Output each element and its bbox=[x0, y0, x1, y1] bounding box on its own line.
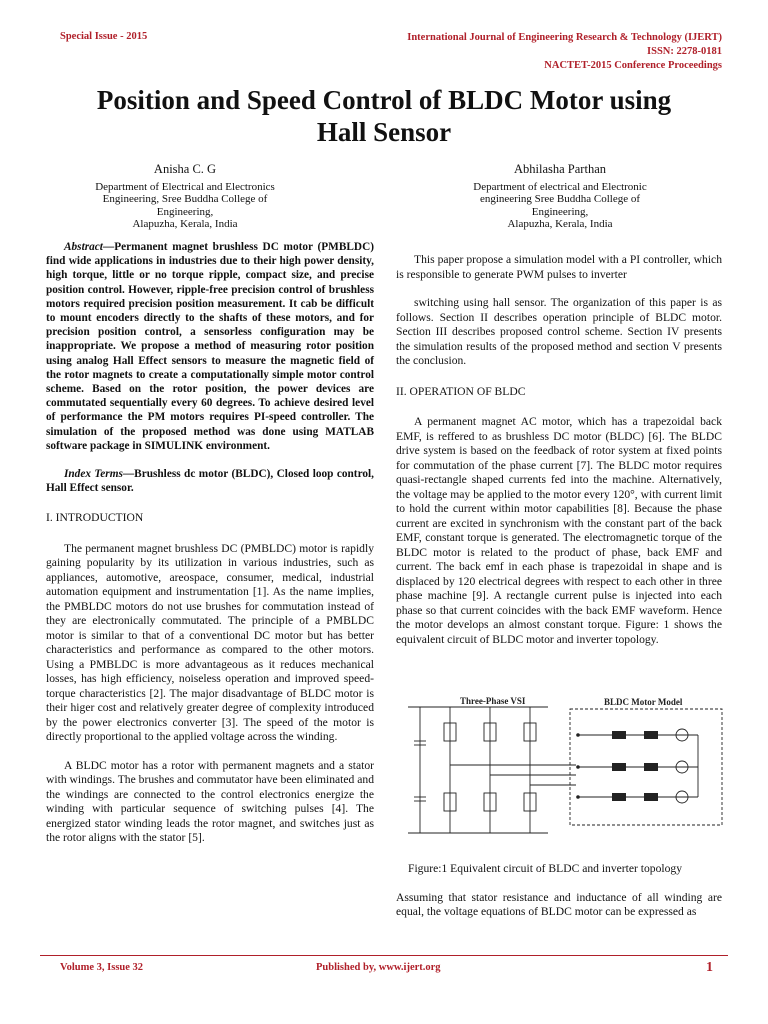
circuit-figure bbox=[398, 693, 728, 845]
author-affiliation: Engineering, Sree Buddha College of bbox=[102, 193, 268, 205]
author-affiliation: Engineering, bbox=[531, 205, 589, 218]
intro-paragraph-2: A BLDC motor has a rotor with permanent magnets and a stator with windings. The brushes and commutator have been eliminated and the windings are connected to the control electronics energize the winding with particular sequence of switching pulses [4]. The energized stator winding leads the rotor magnet, and switches just as the rotor aligns with the stator [5]. bbox=[46, 758, 374, 845]
author-location: Alapuzha, Kerala, India bbox=[507, 218, 613, 230]
body-paragraph: switching using hall sensor. The organization of this paper is as follows. Section II describes operation principle of BLDC motor. Section III describes proposed control scheme. Section IV presents the simulation results of the proposed method and section V presents the conclusion. bbox=[396, 296, 722, 367]
section-heading-operation: II. OPERATION OF BLDC bbox=[396, 384, 526, 398]
author-location: Alapuzha, Kerala, India bbox=[132, 218, 238, 230]
title-line-1: Position and Speed Control of BLDC Motor using bbox=[96, 85, 672, 115]
footer-rule bbox=[40, 955, 728, 956]
author-affiliation: Department of electrical and Electronic bbox=[473, 180, 647, 193]
author-block-1 bbox=[60, 163, 310, 231]
header-proceedings: NACTET-2015 Conference Proceedings bbox=[544, 60, 722, 71]
author-name: Abhilasha Parthan bbox=[514, 162, 606, 176]
author-name: Anisha C. G bbox=[153, 162, 217, 176]
body-paragraph: This paper propose a simulation model with a PI controller, which is responsible to generate PWM pulses to inverter bbox=[396, 253, 722, 281]
footer-volume: Volume 3, Issue 32 bbox=[60, 962, 144, 973]
header-journal-name: International Journal of Engineering Research & Technology (IJERT) bbox=[407, 32, 722, 43]
abstract bbox=[46, 240, 374, 453]
left-column bbox=[46, 240, 374, 846]
index-terms-text: —Brushless dc motor (BLDC), Closed loop control, Hall Effect sensor. bbox=[46, 468, 374, 495]
author-affiliation: Engineering, bbox=[156, 205, 214, 218]
figure-caption-block bbox=[396, 862, 722, 920]
figure-caption: Figure:1 Equivalent circuit of BLDC and inverter topology bbox=[408, 862, 683, 875]
index-terms-label: Index Terms bbox=[64, 468, 123, 481]
page-number: 1 bbox=[706, 960, 713, 975]
right-column bbox=[396, 253, 722, 647]
section-heading-intro: I. INTRODUCTION bbox=[46, 511, 144, 525]
index-terms bbox=[46, 467, 374, 495]
paper-title bbox=[40, 84, 728, 148]
author-affiliation: engineering Sree Buddha College of bbox=[479, 193, 641, 205]
figure-motor-label: BLDC Motor Model bbox=[604, 697, 683, 707]
header-issue: Special Issue - 2015 bbox=[60, 31, 148, 42]
abstract-text: —Permanent magnet brushless DC motor (PMBLDC) find wide applications in industries due to their high power density, high torque, little or no torque ripple, compact size, and precise position control. However, ripple-free precision control of brushless motors required precision position measurement. It cab be difficult to mount encoders directly to the shafts of these motors, and for precision position control, a sensorless configuration may be inappropriate. We propose a method of measuring rotor position using analog Hall Effect sensors to measure the magnetic field of the rotor magnets to create a computationally simple motor control scheme. Based on the rotor position, the power devices are commutated sequentially every 60 degrees. To achieve desired level of performance the PM motors requires PI-speed controller. The simulation of the proposed method was done using MATLAB software package in SIMULINK environment. bbox=[46, 241, 374, 452]
body-paragraph: Assuming that stator resistance and inductance of all winding are equal, the voltage equations of BLDC motor can be expressed as bbox=[396, 890, 722, 918]
author-block-2 bbox=[430, 163, 690, 231]
operation-paragraph: A permanent magnet AC motor, which has a trapezoidal back EMF, is reffered to as brushless DC motor (BLDC) [6]. The BLDC drive system is based on the feedback of rotor system at fixed points for commutation of the phase current [7]. The BLDC motor requires quasi-rectangle shaped currents fed into the machine. Alternatively, the voltage may be applied to the motor every 120°, with current limit to hold the current within motor capabilities [8]. Because the phase current are excited in synchronism with the constant part of the back EMF, constant torque is generated. The electromagnetic torque of the BLDC motor is related to the product of phase, back EMF and current. The back emf in each phase is trapezoidal in shape and is displaced by 120 electrical degrees with respect to each other in three phase machine [9]. A rectangle current pulse is injected into each phase so that current coincides with the back EMF waveform. Hence the motor develops an almost constant torque. Figure: 1 shows the equivalent circuit of BLDC motor and inverter topology. bbox=[396, 415, 722, 646]
header-journal bbox=[407, 31, 722, 73]
title-line-2: Hall Sensor bbox=[316, 117, 452, 147]
author-affiliation: Department of Electrical and Electronics bbox=[95, 180, 275, 193]
footer-publisher: Published by, www.ijert.org bbox=[316, 962, 441, 973]
abstract-label: Abstract bbox=[64, 241, 103, 253]
header-issn: ISSN: 2278-0181 bbox=[647, 46, 722, 57]
intro-paragraph-1: The permanent magnet brushless DC (PMBLDC) motor is rapidly gaining popularity by its utilization in various industries, such as appliances, automotive, areospace, consumer, medical, industrial automation equipment and instrumentation [1]. As the name implies, the PMBLDC motors do not use brushes for commutation instead of they are electronically commutated. The principle of a PMBLDC motor is similar to that of a conventional DC motor but has better characteristics and performance as compared to the other motors. Using a PMBLDC is more advantageous as it reduces mechanical losses, has high efficiency, noiseless operation and improved speed-torque characteristics [2]. The major disadvantage of BLDC motor is their higer cost and relatively greater degree of complexity introduced by the power electronics converter [3]. The speed of the motor is directly proportional to the applied voltage across the winding. bbox=[46, 541, 374, 744]
figure-vsi-label: Three-Phase VSI bbox=[460, 696, 526, 706]
